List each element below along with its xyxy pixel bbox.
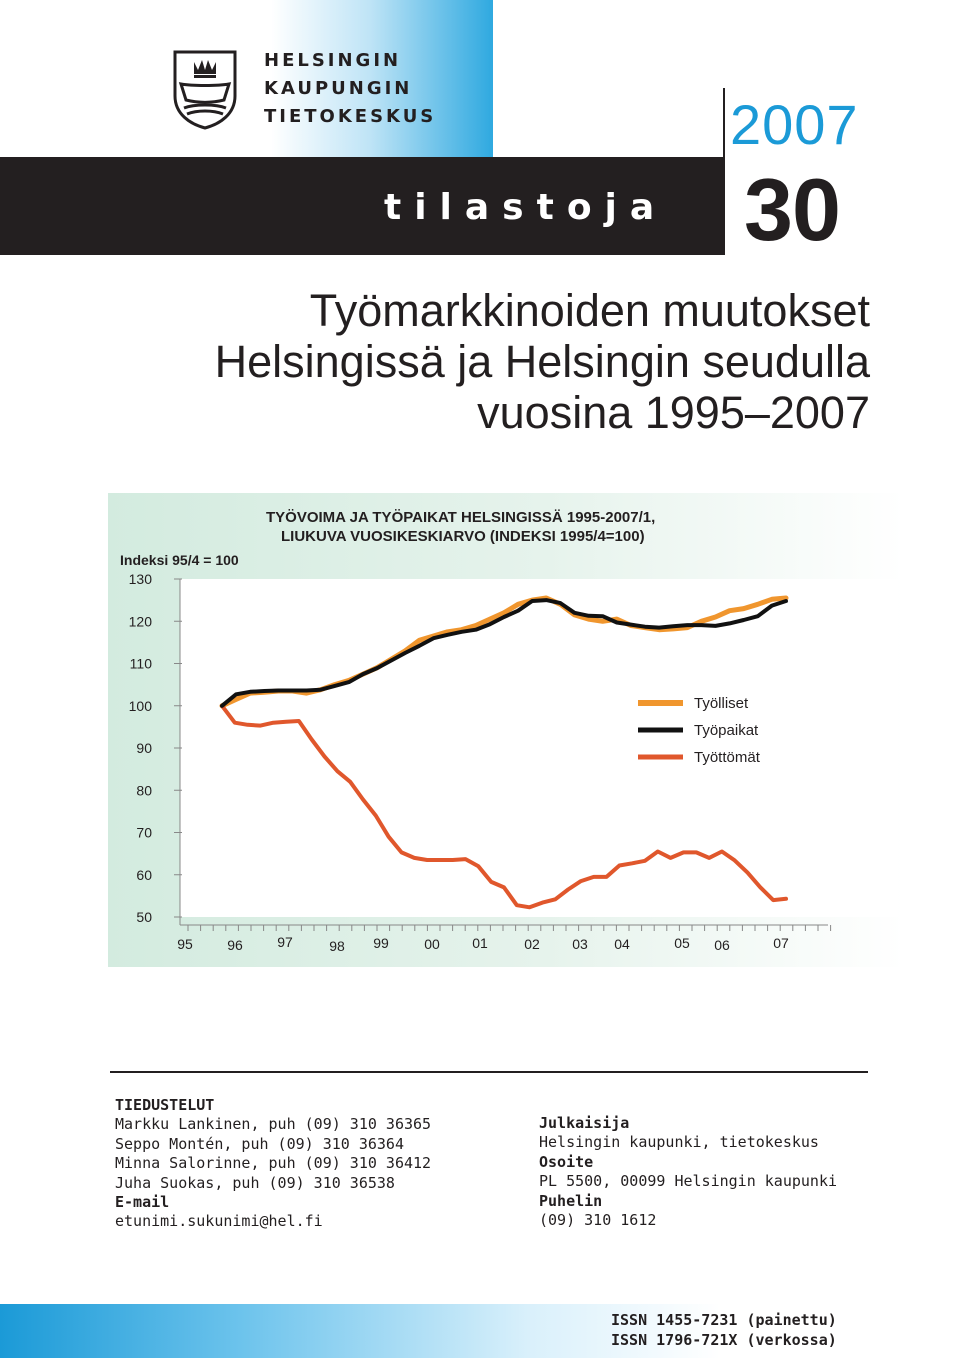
contacts-heading: TIEDUSTELUT <box>115 1096 215 1114</box>
x-tick-label: 07 <box>773 935 789 951</box>
legend-label: Työttömät <box>694 749 760 766</box>
legend-label: Työlliset <box>694 695 749 712</box>
address: PL 5500, 00099 Helsingin kaupunki <box>539 1172 838 1191</box>
series-name: tilastoja <box>384 187 668 228</box>
y-axis-label: Indeksi 95/4 = 100 <box>120 552 239 568</box>
chart-title-line1: TYÖVOIMA JA TYÖPAIKAT HELSINGISSÄ 1995-2007/1, <box>266 509 656 526</box>
x-tick-label: 04 <box>614 936 630 952</box>
x-tick-label: 00 <box>424 936 440 952</box>
y-tick-label: 120 <box>128 613 152 630</box>
x-tick-label: 01 <box>472 935 488 951</box>
org-name-line: TIETOKESKUS <box>264 106 437 127</box>
publisher-block <box>539 1114 837 1230</box>
issn-web: ISSN 1796-721X (verkossa) <box>611 1331 837 1349</box>
org-name-line: KAUPUNGIN <box>264 78 413 99</box>
x-tick-label: 02 <box>524 936 540 952</box>
x-tick-label: 03 <box>572 936 588 952</box>
title-line: Työmarkkinoiden muutokset <box>309 285 870 336</box>
y-tick-label: 70 <box>136 824 152 841</box>
chart-legend <box>628 689 808 773</box>
contact-person: Markku Lankinen, puh (09) 310 36365 <box>115 1115 432 1134</box>
issn-print: ISSN 1455-7231 (painettu) <box>611 1311 837 1329</box>
legend-label: Työpaikat <box>694 722 759 739</box>
x-tick-label: 97 <box>277 934 293 950</box>
title-line: vuosina 1995–2007 <box>477 387 870 438</box>
address-label: Osoite <box>539 1152 594 1171</box>
x-tick-label: 96 <box>227 937 243 953</box>
y-tick-label: 100 <box>128 697 152 714</box>
phone-label: Puhelin <box>539 1191 603 1210</box>
x-tick-label: 98 <box>329 938 345 954</box>
x-tick-label: 06 <box>714 937 730 953</box>
phone: (09) 310 1612 <box>539 1211 657 1230</box>
y-tick-label: 80 <box>136 782 152 799</box>
chart-title-line2: LIUKUVA VUOSIKESKIARVO (INDEKSI 1995/4=100) <box>281 528 645 545</box>
issn-block <box>611 1310 837 1350</box>
email-label: E-mail <box>115 1193 170 1212</box>
x-tick-label: 99 <box>373 935 389 951</box>
publisher-name: Helsingin kaupunki, tietokeskus <box>539 1133 819 1152</box>
contact-person: Seppo Montén, puh (09) 310 36364 <box>115 1134 404 1153</box>
org-name-line: HELSINGIN <box>264 50 402 71</box>
contacts-block <box>115 1096 431 1232</box>
publisher-label: Julkaisija <box>539 1114 630 1132</box>
y-tick-label: 50 <box>136 909 152 925</box>
y-tick-label: 130 <box>128 571 152 587</box>
contact-person: Minna Salorinne, puh (09) 310 36412 <box>115 1154 432 1173</box>
x-tick-label: 05 <box>674 935 690 951</box>
y-tick-label: 60 <box>136 866 152 883</box>
issue-number: 30 <box>744 160 840 259</box>
email-link[interactable]: etunimi.sukunimi@hel.fi <box>115 1212 323 1231</box>
page-title <box>215 285 870 438</box>
x-tick-label: 95 <box>177 936 193 952</box>
title-line: Helsingissä ja Helsingin seudulla <box>214 336 870 387</box>
info-divider <box>110 1071 868 1073</box>
org-name <box>264 47 436 131</box>
employment-index-chart <box>108 493 904 967</box>
contact-person: Juha Suokas, puh (09) 310 36538 <box>115 1173 395 1192</box>
helsinki-crest-icon <box>172 50 238 130</box>
y-tick-label: 110 <box>129 655 152 672</box>
y-tick-label: 90 <box>136 740 152 756</box>
publication-year: 2007 <box>730 93 859 156</box>
year-divider <box>723 88 725 255</box>
